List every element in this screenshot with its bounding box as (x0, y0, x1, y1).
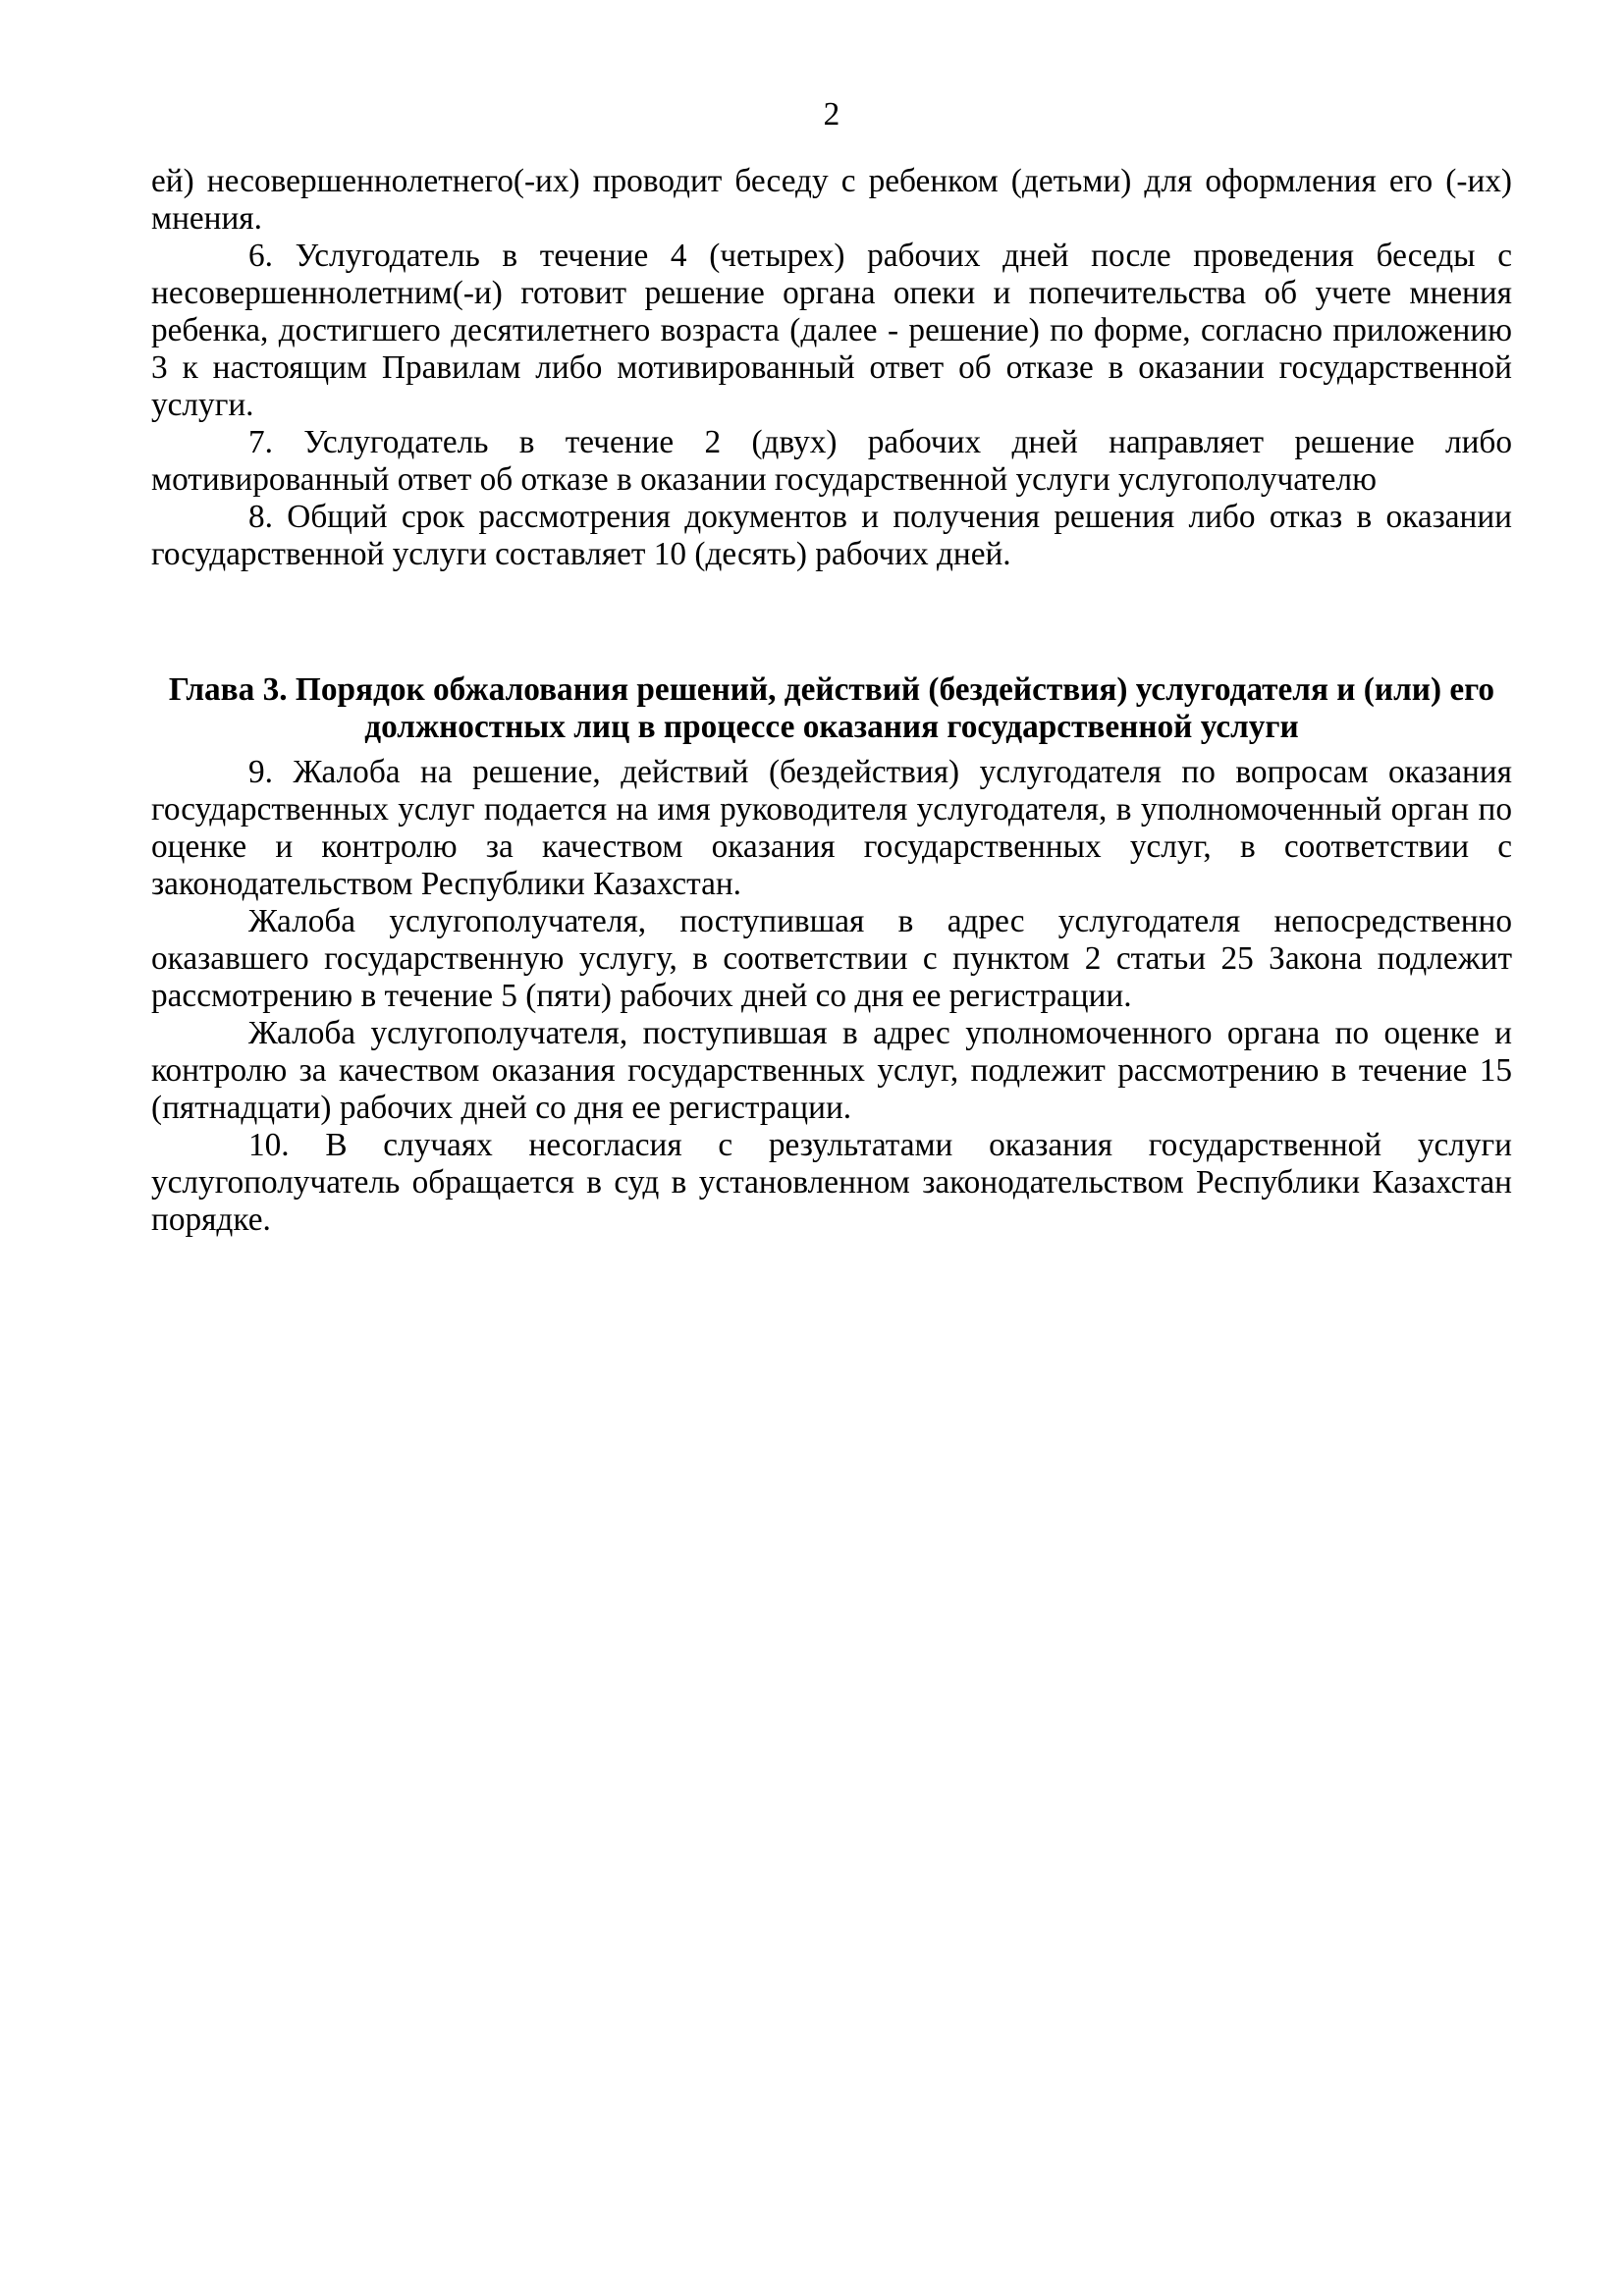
paragraph-continuation: ей) несовершеннолетнего(-их) проводит беседу с ребенком (детьми) для оформления его (-их) мнения. (151, 163, 1512, 237)
paragraph-10: 10. В случаях несогласия с результатами оказания государственной услуги услугополучатель обращается в суд в установленном законодательством Республики Казахстан порядке. (151, 1127, 1512, 1238)
paragraph-complaint-provider: Жалоба услугополучателя, поступившая в адрес услугодателя непосредственно оказавшего государственную услугу, в соответствии с пунктом 2 статьи 25 Закона подлежит рассмотрению в течение 5 (пяти) рабочих дней со дня ее регистрации. (151, 903, 1512, 1014)
paragraph-8: 8. Общий срок рассмотрения документов и получения решения либо отказ в оказании государственной услуги составляет 10 (десять) рабочих дней. (151, 499, 1512, 572)
paragraph-6: 6. Услугодатель в течение 4 (четырех) рабочих дней после проведения беседы с несовершеннолетним(-и) готовит решение органа опеки и попечительства об учете мнения ребенка, достигшего десятилетнего возраста (далее - решение) по форме, согласно приложению 3 к настоящим Правилам либо мотивированный ответ об отказе в оказании государственной услуги. (151, 238, 1512, 423)
chapter-3-heading: Глава 3. Порядок обжалования решений, действий (бездействия) услугодателя и (или) его должностных лиц в процессе оказания государственной услуги (168, 671, 1495, 745)
paragraph-complaint-authority: Жалоба услугополучателя, поступившая в адрес уполномоченного органа по оценке и контролю за качеством оказания государственных услуг, подлежит рассмотрению в течение 15 (пятнадцати) рабочих дней со дня ее регистрации. (151, 1015, 1512, 1126)
paragraph-7: 7. Услугодатель в течение 2 (двух) рабочих дней направляет решение либо мотивированный ответ об отказе в оказании государственной услуги услугополучателю (151, 424, 1512, 498)
paragraph-9: 9. Жалоба на решение, действий (бездействия) услугодателя по вопросам оказания государственных услуг подается на имя руководителя услугодателя, в уполномоченный орган по оценке и контролю за качеством оказания государственных услуг, в соответствии с законодательством Республики Казахстан. (151, 754, 1512, 902)
page-number: 2 (823, 96, 840, 133)
